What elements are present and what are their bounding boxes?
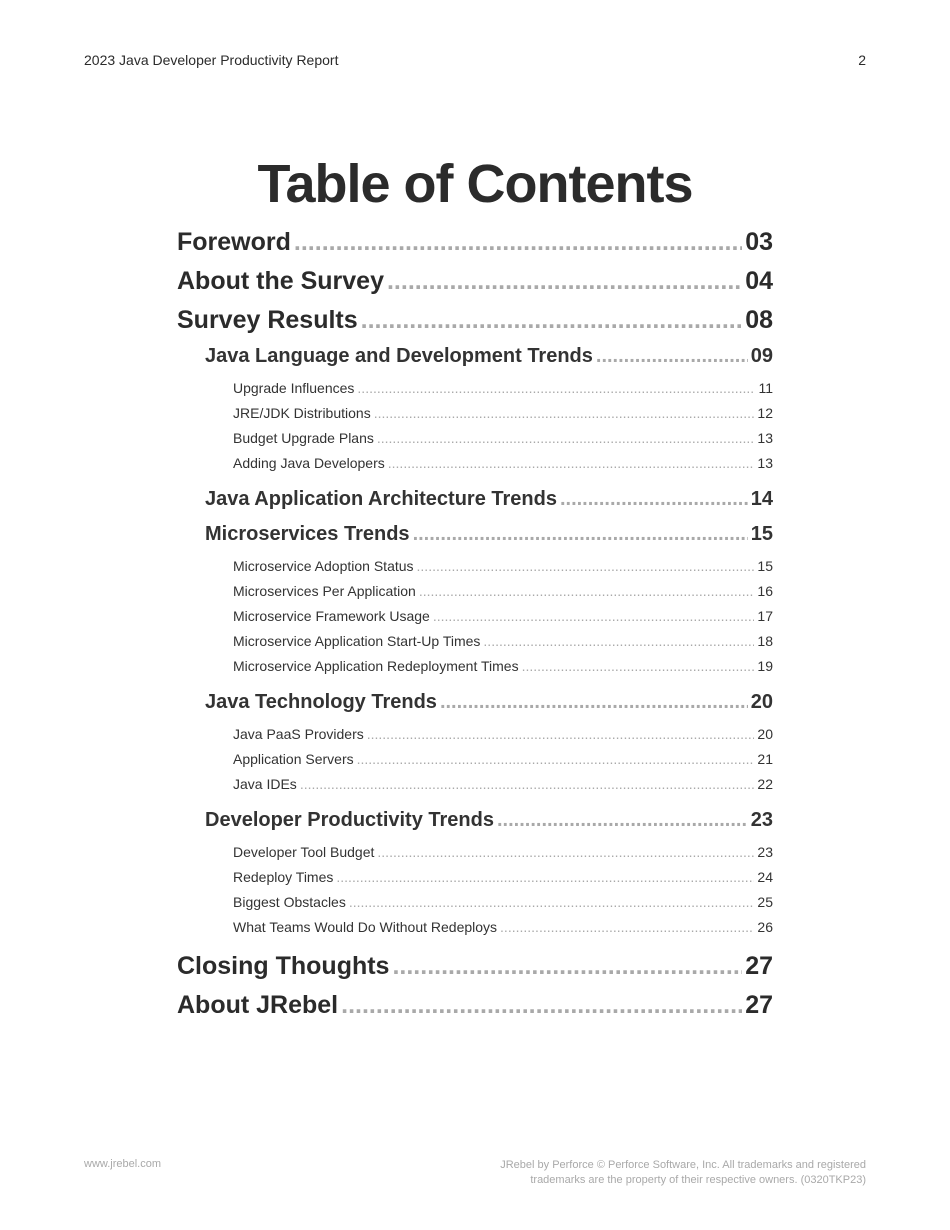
- toc-entry[interactable]: [205, 488, 773, 523]
- dot-leader: [377, 844, 754, 860]
- toc-entry[interactable]: [233, 558, 773, 583]
- toc-entry-label: Microservice Adoption Status: [233, 558, 414, 574]
- toc-entry-page: 11: [758, 380, 773, 396]
- toc-entry-label: Java PaaS Providers: [233, 726, 364, 742]
- page-title: Table of Contents: [257, 154, 693, 214]
- toc-entry-label: Closing Thoughts: [177, 952, 390, 980]
- dot-leader: [374, 405, 755, 421]
- toc-entry[interactable]: [177, 228, 773, 267]
- toc-entry-label: About the Survey: [177, 267, 384, 295]
- toc-entry-label: JRE/JDK Distributions: [233, 405, 371, 421]
- toc-entry-label: Biggest Obstacles: [233, 894, 346, 910]
- dot-leader: [497, 809, 748, 832]
- toc-entry[interactable]: [233, 894, 773, 919]
- toc-entry[interactable]: [233, 430, 773, 455]
- toc-entry[interactable]: [205, 523, 773, 558]
- toc-entry-page: 19: [757, 658, 773, 674]
- toc-entry-page: 08: [745, 306, 773, 334]
- toc-entry-page: 24: [757, 869, 773, 885]
- toc-entry[interactable]: [177, 267, 773, 306]
- toc-entry[interactable]: [233, 455, 773, 480]
- footer-legal-line-2: trademarks are the property of their respective owners. (0320TKP23): [530, 1174, 866, 1186]
- toc-entry-page: 17: [757, 608, 773, 624]
- report-title: 2023 Java Developer Productivity Report: [84, 52, 339, 68]
- dot-leader: [388, 455, 755, 471]
- dot-leader: [596, 345, 748, 368]
- toc-entry-label: What Teams Would Do Without Redeploys: [233, 919, 498, 935]
- toc-entry-label: Java Language and Development Trends: [205, 345, 593, 367]
- toc-entry-label: Microservice Framework Usage: [233, 608, 430, 624]
- toc-entry-label: Survey Results: [177, 306, 358, 334]
- dot-leader: [357, 380, 755, 396]
- toc-entry[interactable]: [233, 869, 773, 894]
- toc-entry-label: Microservice Application Start-Up Times: [233, 633, 481, 649]
- toc-entry-page: 14: [750, 488, 773, 510]
- dot-leader: [361, 306, 743, 335]
- toc-entry[interactable]: [233, 844, 773, 869]
- toc-entry-page: 23: [757, 844, 773, 860]
- toc-entry[interactable]: [205, 809, 773, 844]
- toc-entry-label: Upgrade Influences: [233, 380, 355, 396]
- toc-entry-page: 25: [757, 894, 773, 910]
- toc-entry-label: Microservices Trends: [205, 523, 410, 545]
- toc-entry-page: 04: [745, 267, 773, 295]
- toc-entry[interactable]: [233, 583, 773, 608]
- toc-entry-page: 26: [757, 919, 773, 935]
- toc-entry-label: Microservice Application Redeployment Times: [233, 658, 519, 674]
- dot-leader: [336, 869, 754, 885]
- toc-entry-page: 12: [757, 405, 773, 421]
- toc-entry-page: 16: [757, 583, 773, 599]
- toc-entry[interactable]: [233, 751, 773, 776]
- toc-entry-label: Java IDEs: [233, 776, 297, 792]
- toc-entry[interactable]: [177, 952, 773, 991]
- toc-entry-label: Java Application Architecture Trends: [205, 488, 557, 510]
- dot-leader: [433, 608, 755, 624]
- toc-entry-page: 23: [750, 809, 773, 831]
- toc-entry[interactable]: [233, 776, 773, 801]
- toc-entry-page: 15: [750, 523, 773, 545]
- dot-leader: [341, 991, 742, 1020]
- toc-entry-page: 20: [750, 691, 773, 713]
- toc-entry-page: 20: [757, 726, 773, 742]
- toc-entry[interactable]: [177, 306, 773, 345]
- toc-entry[interactable]: [233, 608, 773, 633]
- dot-leader: [392, 952, 742, 981]
- toc-entry-label: Developer Productivity Trends: [205, 809, 494, 831]
- table-of-contents: [177, 228, 773, 1030]
- footer-legal: [500, 1158, 866, 1188]
- toc-entry[interactable]: [233, 405, 773, 430]
- toc-entry[interactable]: [233, 919, 773, 944]
- toc-entry-page: 21: [757, 751, 773, 767]
- toc-entry-page: 15: [757, 558, 773, 574]
- toc-entry[interactable]: [233, 658, 773, 683]
- toc-entry-label: Java Technology Trends: [205, 691, 437, 713]
- dot-leader: [417, 558, 755, 574]
- dot-leader: [294, 228, 742, 257]
- toc-entry-label: About JRebel: [177, 991, 339, 1019]
- dot-leader: [367, 726, 755, 742]
- toc-entry-page: 09: [750, 345, 773, 367]
- toc-entry-label: Adding Java Developers: [233, 455, 385, 471]
- dot-leader: [560, 488, 748, 511]
- dot-leader: [483, 633, 754, 649]
- dot-leader: [387, 267, 742, 296]
- toc-entry-label: Microservices Per Application: [233, 583, 416, 599]
- page-number: 2: [858, 52, 866, 68]
- page-header: [84, 52, 866, 68]
- toc-entry[interactable]: [205, 691, 773, 726]
- dot-leader: [377, 430, 755, 446]
- toc-entry-page: 18: [757, 633, 773, 649]
- toc-entry-page: 13: [757, 430, 773, 446]
- dot-leader: [349, 894, 755, 910]
- toc-entry-label: Foreword: [177, 228, 291, 256]
- toc-entry-page: 27: [745, 952, 773, 980]
- dot-leader: [522, 658, 755, 674]
- footer-website[interactable]: www.jrebel.com: [84, 1158, 162, 1170]
- toc-entry-page: 27: [745, 991, 773, 1019]
- dot-leader: [500, 919, 754, 935]
- dot-leader: [357, 751, 755, 767]
- dot-leader: [440, 691, 748, 714]
- toc-entry-label: Developer Tool Budget: [233, 844, 375, 860]
- dot-leader: [300, 776, 755, 792]
- toc-entry-label: Redeploy Times: [233, 869, 334, 885]
- toc-entry[interactable]: [205, 345, 773, 380]
- toc-entry[interactable]: [233, 633, 773, 658]
- toc-entry-page: 03: [745, 228, 773, 256]
- dot-leader: [413, 523, 748, 546]
- toc-entry[interactable]: [177, 991, 773, 1030]
- dot-leader: [419, 583, 755, 599]
- toc-entry[interactable]: [233, 380, 773, 405]
- toc-entry-label: Application Servers: [233, 751, 354, 767]
- toc-entry-page: 13: [757, 455, 773, 471]
- toc-entry-label: Budget Upgrade Plans: [233, 430, 374, 446]
- footer-legal-line-1: JRebel by Perforce © Perforce Software, Inc. All trademarks and registered: [500, 1159, 866, 1171]
- toc-entry[interactable]: [233, 726, 773, 751]
- toc-entry-page: 22: [757, 776, 773, 792]
